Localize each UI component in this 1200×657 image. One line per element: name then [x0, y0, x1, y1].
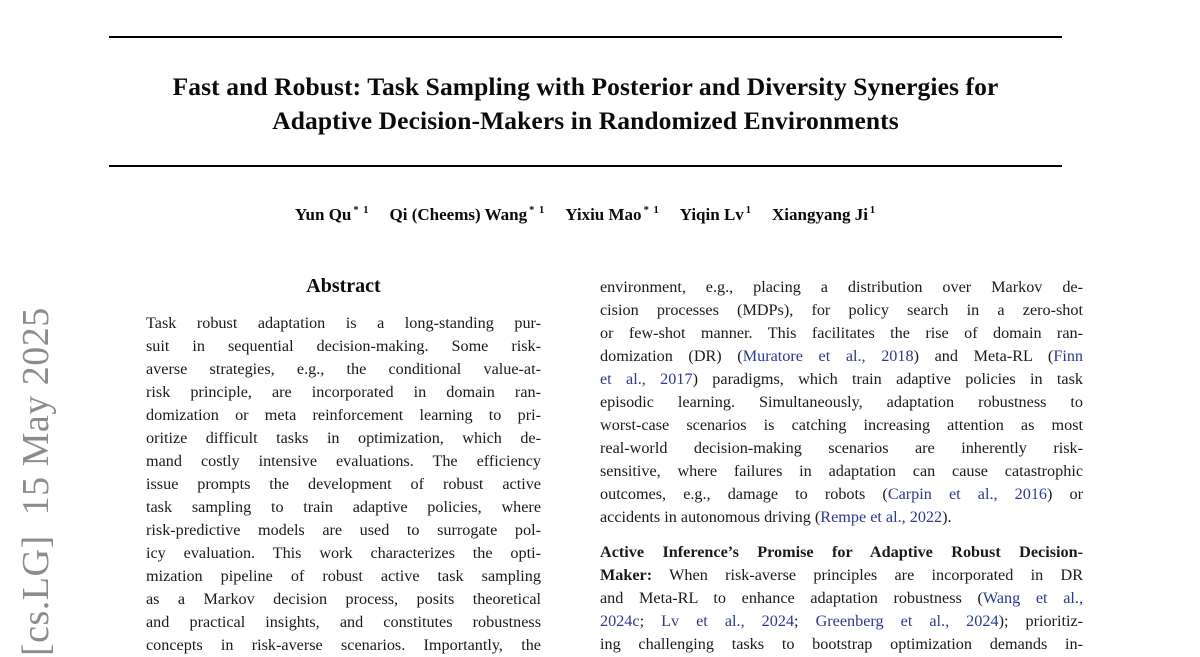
text-line — [146, 542, 541, 565]
text-line — [146, 519, 541, 542]
intro-column — [600, 276, 1083, 656]
text-run: outcomes, e.g., damage to robots ( — [600, 485, 888, 503]
citation-link[interactable]: Carpin et al., 2016 — [887, 485, 1048, 503]
citation-link[interactable]: Greenberg et al., 2024 — [815, 612, 999, 630]
text-line — [600, 483, 1083, 506]
text-run: or few-shot manner. This facilitates the rise of domain ran- — [600, 324, 1083, 342]
author: Yun Qu $^{* 1}$ — [294, 205, 370, 224]
text-run: risk-predictive models are used to surrogate pol- — [146, 521, 541, 539]
title-rule-bottom — [109, 165, 1062, 167]
text-line — [146, 565, 541, 588]
text-line — [146, 427, 541, 450]
text-line — [600, 610, 1083, 633]
text-run: concepts in risk-averse scenarios. Importantly, the — [146, 636, 541, 654]
text-line — [600, 391, 1083, 414]
arxiv-watermark: [cs.LG] 15 May 2025 — [15, 307, 57, 656]
citation-link[interactable]: Lv et al., 2024 — [661, 612, 795, 630]
text-run: task sampling to train adaptive policies, where — [146, 498, 541, 516]
citation-link[interactable]: et al., 2017 — [600, 370, 693, 388]
text-run: and Meta-RL to enhance adaptation robustness ( — [600, 589, 983, 607]
citation-link[interactable]: Muratore et al., 2018 — [742, 347, 914, 365]
paper-title-line-1: Fast and Robust: Task Sampling with Posterior and Diversity Synergies for — [172, 72, 999, 101]
text-run: icy evaluation. This work characterizes the opti- — [146, 544, 541, 562]
text-line — [600, 587, 1083, 610]
citation-link[interactable]: Wang et al., — [982, 589, 1083, 607]
text-run: mand costly intensive evaluations. The efficiency — [146, 452, 541, 470]
abstract-text — [146, 312, 541, 657]
text-line — [600, 345, 1083, 368]
intro-para-2 — [600, 541, 1083, 656]
text-run: ; — [639, 612, 662, 630]
paper-title-line-2: Adaptive Decision-Makers in Randomized Environments — [272, 106, 899, 135]
text-run: accidents in autonomous driving ( — [600, 508, 821, 526]
text-run: risk principle, are incorporated in domain ran- — [146, 383, 541, 401]
text-run: domization or meta reinforcement learning to pri- — [146, 406, 541, 424]
text-run: sensitive, where failures in adaptation can cause catastrophic — [600, 462, 1083, 480]
text-run: ; — [794, 612, 816, 630]
text-run: ) or — [1047, 485, 1083, 503]
bold-run: Active Inference’s Promise for Adaptive Robust Decision- — [600, 543, 1083, 561]
text-run: suit in sequential decision-making. Some risk- — [146, 337, 541, 355]
text-line — [146, 473, 541, 496]
text-run: mization pipeline of robust active task sampling — [146, 567, 541, 585]
text-line — [600, 437, 1083, 460]
text-run: issue prompts the development of robust active — [146, 475, 541, 493]
text-run: Task robust adaptation is a long-standing pur- — [146, 314, 541, 332]
text-line — [600, 541, 1083, 564]
author: Yiqin Lv $^1$ — [679, 205, 753, 224]
author: Yixiu Mao $^{* 1}$ — [565, 205, 660, 224]
author-affiliation-mark: 1 — [869, 205, 877, 217]
text-line — [146, 450, 541, 473]
author-affiliation-mark: * 1 — [529, 205, 546, 217]
text-line — [600, 299, 1083, 322]
text-line — [146, 381, 541, 404]
text-line — [600, 460, 1083, 483]
text-run: and practical insights, and constitutes robustness — [146, 613, 541, 631]
author: Xiangyang Ji $^1$ — [772, 205, 877, 224]
text-line — [600, 564, 1083, 587]
citation-link[interactable]: Finn — [1053, 347, 1084, 365]
bold-run: Maker: — [600, 566, 653, 584]
authors-line — [109, 205, 1062, 225]
text-run: environment, e.g., placing a distribution over Markov de- — [600, 278, 1083, 296]
abstract-heading: Abstract — [306, 275, 381, 297]
text-run: ). — [942, 508, 952, 526]
author: Qi (Cheems) Wang $^{* 1}$ — [389, 205, 546, 224]
text-run: as a Markov decision process, posits theoretical — [146, 590, 541, 608]
text-line — [600, 506, 1083, 529]
text-run: When risk-averse principles are incorporated in DR — [652, 566, 1083, 584]
text-line — [146, 611, 541, 634]
text-run: worst-case scenarios is catching increasing attention as most — [600, 416, 1083, 434]
text-line — [146, 358, 541, 381]
author-affiliation-mark: 1 — [745, 205, 753, 217]
text-line — [600, 322, 1083, 345]
intro-para-1 — [600, 276, 1083, 529]
title-rule-top — [109, 36, 1062, 38]
text-run: ) paradigms, which train adaptive policies in task — [692, 370, 1084, 388]
paper-title — [109, 70, 1062, 138]
text-line — [146, 634, 541, 657]
citation-link[interactable]: Rempe et al., 2022 — [820, 508, 943, 526]
author-affiliation-mark: * 1 — [643, 205, 660, 217]
text-run: real-world decision-making scenarios are inherently risk- — [600, 439, 1083, 457]
citation-link[interactable]: 2024c — [600, 612, 640, 630]
text-run: ); prioritiz- — [998, 612, 1084, 630]
text-run: cision processes (MDPs), for policy search in a zero-shot — [600, 301, 1083, 319]
text-line — [600, 368, 1083, 391]
text-run: averse strategies, e.g., the conditional value-at- — [146, 360, 541, 378]
text-line — [600, 414, 1083, 437]
author-affiliation-mark: * 1 — [353, 205, 370, 217]
text-run: oritize difficult tasks in optimization, which de- — [146, 429, 541, 447]
text-line — [146, 312, 541, 335]
text-line — [146, 335, 541, 358]
text-line — [146, 496, 541, 519]
text-run: ing challenging tasks to bootstrap optimization demands in- — [600, 635, 1083, 653]
text-line — [600, 276, 1083, 299]
text-run: domization (DR) ( — [600, 347, 743, 365]
text-line — [146, 588, 541, 611]
text-line — [146, 404, 541, 427]
text-run: ) and Meta-RL ( — [913, 347, 1054, 365]
text-run: episodic learning. Simultaneously, adaptation robustness to — [600, 393, 1083, 411]
text-line — [600, 633, 1083, 656]
